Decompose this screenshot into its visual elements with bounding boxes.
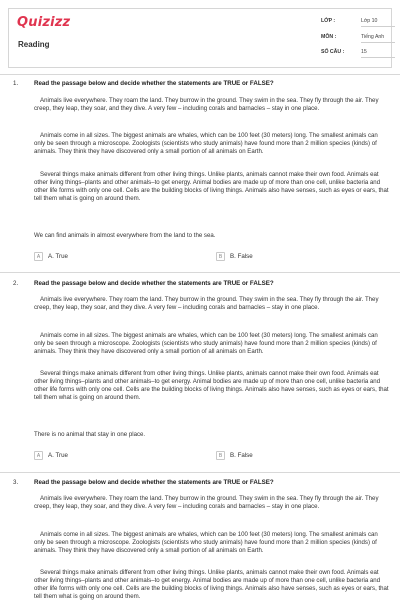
question-1-option-a[interactable] xyxy=(34,252,114,262)
question-2-option-a[interactable] xyxy=(34,451,114,461)
question-2-passage-p2: Animals come in all sizes. The biggest animals are whales, which can be 100 feet (30 meters) long. The smallest animals can only be seen through a microscope. Zoologists (scientists who study animals) have found more than 2 million species (kinds) of animals. They think they have discovered only a small portion of all animals on Earth. xyxy=(34,332,378,355)
quizizz-logo: Quizizz xyxy=(17,15,71,30)
question-1-option-b[interactable] xyxy=(216,252,296,262)
header-divider xyxy=(0,74,400,75)
worksheet-title: Reading xyxy=(18,40,50,49)
count-value: 15 xyxy=(361,49,367,55)
option-checkbox[interactable]: B xyxy=(216,252,225,261)
option-label: B. False xyxy=(230,253,253,260)
question-1-passage-p3: Several things make animals different from other living things. Unlike plants, animals cannot make their own food. Animals eat other living things–plants and other animals–to get energy. Animal bodies are made up of more than one cell, unlike bacteria and other life forms with only one cell. Cells are the building blocks of living things. Animals also have senses, such as eyes or ears, that tell them what is going on around them. xyxy=(34,171,389,202)
count-underline xyxy=(361,57,395,58)
question-1-number: 1. xyxy=(13,80,19,87)
option-checkbox[interactable]: A xyxy=(34,451,43,460)
option-checkbox[interactable]: B xyxy=(216,451,225,460)
question-2-number: 2. xyxy=(13,280,19,287)
question-3-passage-p3: Several things make animals different from other living things. Unlike plants, animals cannot make their own food. Animals eat other living things–plants and other animals–to get energy. Animal bodies are made up of more than one cell, unlike bacteria and other life forms with only one cell. Cells are the building blocks of living things. Animals also have senses, such as eyes or ears, that tell them what is going on around them. xyxy=(34,569,389,600)
question-1-passage-p1: Animals live everywhere. They roam the land. They burrow in the ground. They swim in the sea. They fly through the air. They creep, they leap, they soar, and they dive. A very few – including corals and barnacles – stay in one place. xyxy=(34,97,379,112)
option-label: A. True xyxy=(48,253,68,260)
question-3-passage-p1: Animals live everywhere. They roam the land. They burrow in the ground. They swim in the sea. They fly through the air. They creep, they leap, they soar, and they dive. A very few – including corals and barnacles – stay in one place. xyxy=(34,495,379,510)
question-3-number: 3. xyxy=(13,479,19,486)
question-3-passage-p2: Animals come in all sizes. The biggest animals are whales, which can be 100 feet (30 meters) long. The smallest animals can only be seen through a microscope. Zoologists (scientists who study animals) have found more than 2 million species (kinds) of animals. They think they have discovered only a small portion of all animals on Earth. xyxy=(34,531,378,554)
question-3-prompt: Read the passage below and decide whether the statements are TRUE or FALSE? xyxy=(34,479,274,486)
question-1-prompt: Read the passage below and decide whether the statements are TRUE or FALSE? xyxy=(34,80,274,87)
question-divider xyxy=(0,472,400,473)
worksheet-header xyxy=(8,8,392,68)
count-label: SỐ CÂU : xyxy=(321,49,345,55)
subject-underline xyxy=(361,42,395,43)
grade-value: Lớp 10 xyxy=(361,18,378,24)
question-2-passage-p1: Animals live everywhere. They roam the land. They burrow in the ground. They swim in the sea. They fly through the air. They creep, they leap, they soar, and they dive. A very few – including corals and barnacles – stay in one place. xyxy=(34,296,379,311)
question-1-statement: We can find animals in almost everywhere from the land to the sea. xyxy=(34,232,216,239)
question-2-prompt: Read the passage below and decide whether the statements are TRUE or FALSE? xyxy=(34,280,274,287)
question-divider xyxy=(0,272,400,273)
question-2-statement: There is no animal that stay in one place. xyxy=(34,431,146,438)
subject-value: Tiếng Anh xyxy=(361,34,385,40)
grade-underline xyxy=(361,26,395,27)
question-2-option-b[interactable] xyxy=(216,451,296,461)
option-checkbox[interactable]: A xyxy=(34,252,43,261)
question-1-passage-p2: Animals come in all sizes. The biggest animals are whales, which can be 100 feet (30 meters) long. The smallest animals can only be seen through a microscope. Zoologists (scientists who study animals) have found more than 2 million species (kinds) of animals. They think they have discovered only a small portion of all animals on Earth. xyxy=(34,132,378,155)
subject-label: MÔN : xyxy=(321,34,337,40)
option-label: A. True xyxy=(48,452,68,459)
grade-label: LỚP : xyxy=(321,18,336,24)
question-2-passage-p3: Several things make animals different from other living things. Unlike plants, animals cannot make their own food. Animals eat other living things–plants and other animals–to get energy. Animal bodies are made up of more than one cell, unlike bacteria and other life forms with only one cell. Cells are the building blocks of living things. Animals also have senses, such as eyes or ears, that tell them what is going on around them. xyxy=(34,370,389,401)
option-label: B. False xyxy=(230,452,253,459)
